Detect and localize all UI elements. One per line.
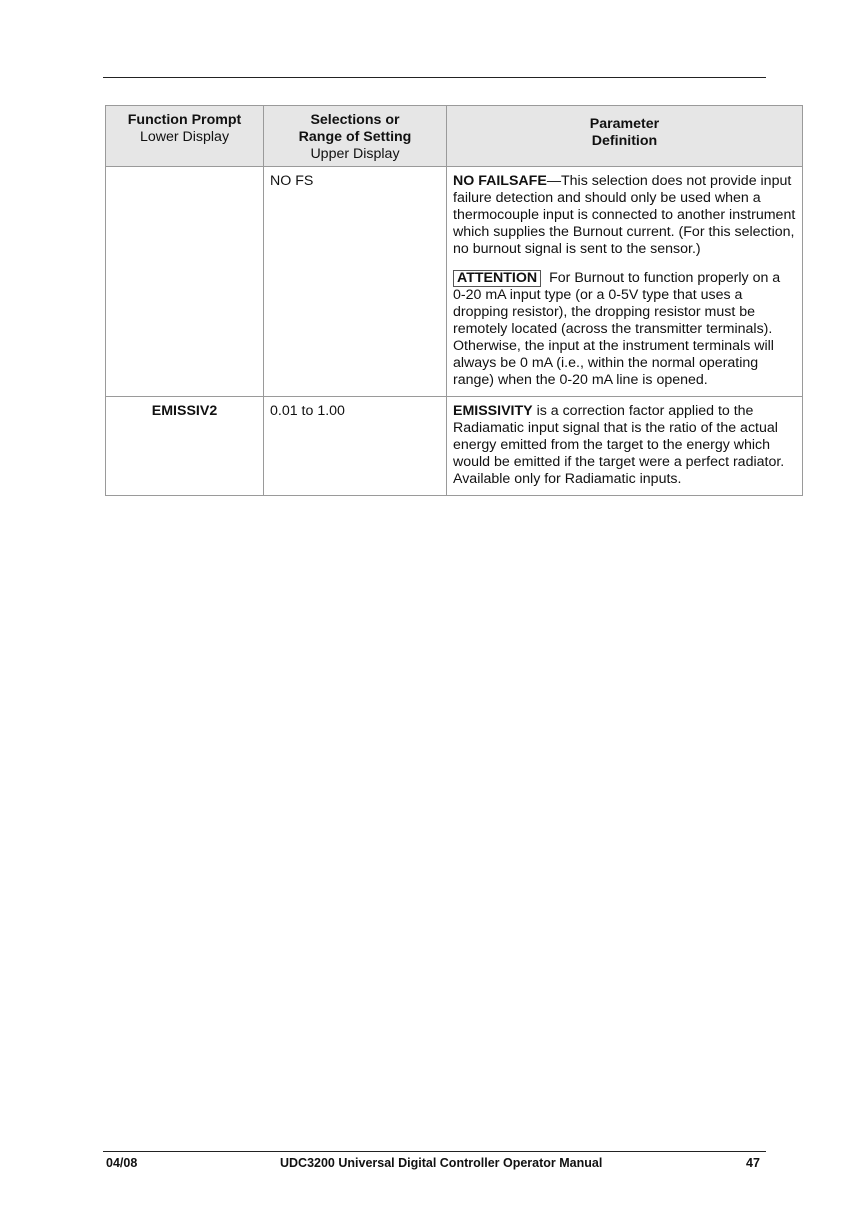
- table-header-row: [106, 106, 803, 167]
- row-prompt: [106, 167, 264, 397]
- header-selections-title-1: Selections or: [310, 112, 400, 128]
- header-selections: [264, 106, 447, 167]
- table-row: [106, 397, 803, 496]
- footer-title: UDC3200 Universal Digital Controller Operator Manual: [280, 1156, 603, 1170]
- header-function-prompt-title: Function Prompt: [127, 112, 242, 128]
- row-definition: [447, 167, 803, 397]
- attention-paragraph: [453, 270, 796, 389]
- definition-paragraph: [453, 403, 796, 488]
- definition-lead: NO FAILSAFE: [453, 173, 547, 189]
- header-parameter-title-2: Definition: [591, 133, 658, 149]
- parameter-table: [105, 105, 803, 496]
- header-selections-title-2: Range of Setting: [298, 129, 412, 145]
- attention-badge: ATTENTION: [453, 270, 541, 287]
- footer-rule: [103, 1151, 766, 1152]
- definition-text: is a correction factor applied to the Radiamatic input signal that is the ratio of the actual energy emitted from the target to the energy which would be emitted if the target were a perfect radiator. Available only for Radiamatic inputs.: [453, 403, 785, 487]
- row-selection: NO FS: [264, 167, 447, 397]
- footer-date: 04/08: [106, 1156, 138, 1170]
- row-prompt: EMISSIV2: [106, 397, 264, 496]
- definition-text: —This selection does not provide input failure detection and should only be used when a thermocouple input is connected to another instrument which supplies the Burnout current. (For this selection, no burnout signal is sent to the sensor.): [453, 173, 796, 257]
- row-selection: 0.01 to 1.00: [264, 397, 447, 496]
- header-function-prompt-sub: Lower Display: [139, 129, 230, 145]
- header-parameter-definition: [447, 106, 803, 167]
- definition-paragraph: [453, 173, 796, 258]
- header-parameter-title-1: Parameter: [589, 116, 660, 132]
- row-definition: [447, 397, 803, 496]
- header-selections-sub: Upper Display: [310, 146, 400, 162]
- table-row: [106, 167, 803, 397]
- header-function-prompt: [106, 106, 264, 167]
- definition-lead: EMISSIVITY: [453, 403, 533, 419]
- header-rule: [103, 77, 766, 78]
- attention-text: For Burnout to function properly on a 0-20 mA input type (or a 0-5V type that uses a dropping resistor), the dropping resistor must be remotely located (across the transmitter terminals). Otherwise, the input at the instrument terminals will always be 0 mA (i.e., within the normal operating range) when the 0-20 mA line is opened.: [453, 270, 781, 388]
- footer-page-number: 47: [746, 1156, 760, 1170]
